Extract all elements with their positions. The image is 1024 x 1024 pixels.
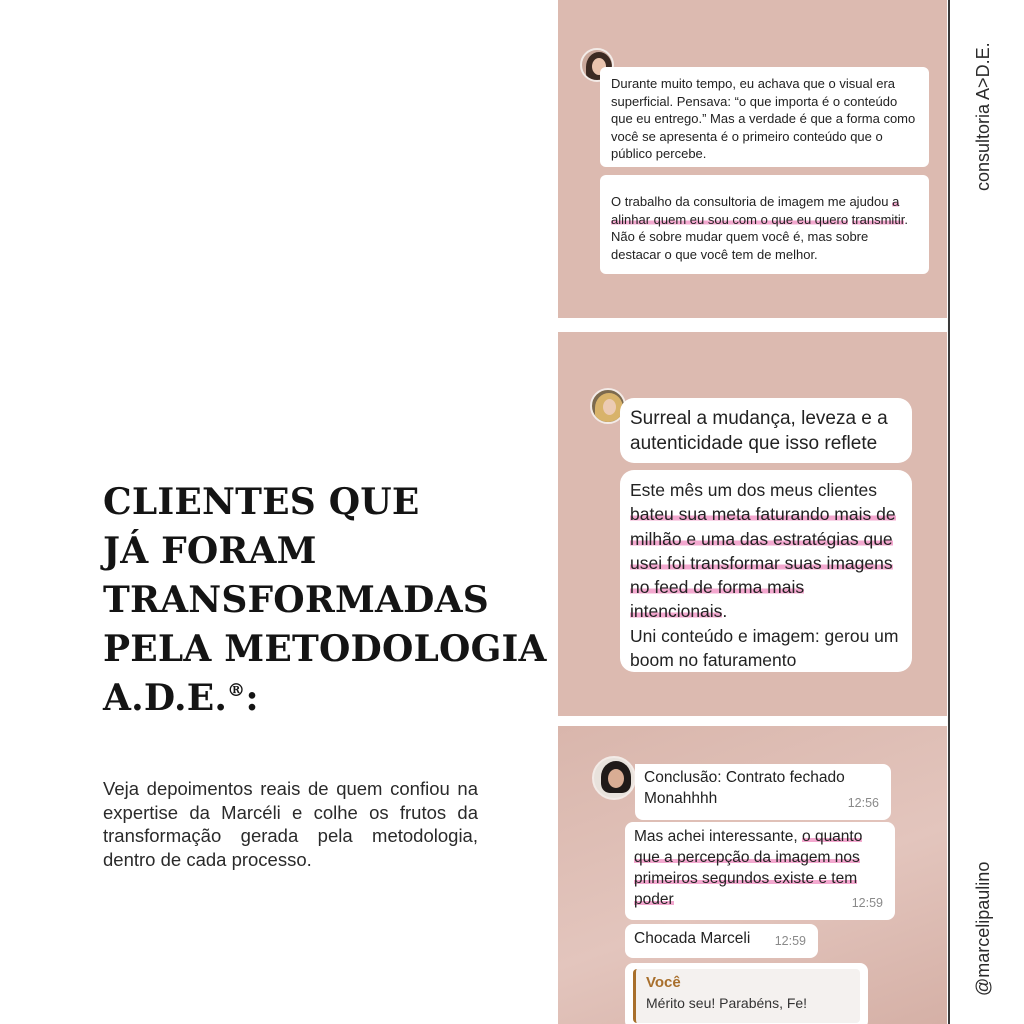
message-text: O trabalho da consultoria de imagem me ajudou (611, 194, 889, 209)
avatar (592, 756, 636, 800)
message-bubble (600, 67, 929, 167)
testimonial-panel-1 (558, 0, 947, 318)
message-time: 12:56 (847, 796, 879, 810)
message-text: Chocada Marceli (634, 930, 751, 947)
chat-message (625, 924, 818, 958)
highlighted-text: transmitir (851, 211, 905, 227)
message-text: Uni conteúdo e imagem: gerou um boom no faturamento (630, 625, 899, 671)
testimonial-panel-2 (558, 332, 947, 716)
reply-text: Mérito seu! Parabéns, Fe! (646, 995, 808, 1011)
testimonial-panel-3 (558, 726, 947, 1024)
headline-line-3: TRANSFORMADAS (103, 579, 489, 621)
message-text: . Não é sobre mudar quem você é, mas sobre destacar o que você tem de melhor. (611, 211, 909, 262)
instagram-handle[interactable]: @marcelipaulino (973, 861, 993, 996)
headline-line-1: CLIENTES QUE (103, 481, 420, 523)
message-time: 12:59 (774, 934, 806, 948)
message-time: 12:59 (851, 896, 883, 910)
divider-line (948, 0, 950, 1024)
message-text: Mas achei interessante, (634, 828, 803, 845)
headline-line-5 (103, 674, 543, 723)
reply-message (625, 963, 868, 1024)
highlighted-text: a alinhar quem eu sou com o que eu quero (611, 194, 900, 227)
headline-colon: : (245, 677, 259, 719)
message-text: Este mês um dos meus clientes (630, 480, 878, 500)
headline-line-4: PELA METODOLOGIA (103, 628, 547, 670)
message-bubble (620, 398, 912, 463)
intro-paragraph: Veja depoimentos reais de quem confiou na expertise da Marcéli e colhe os frutos da transformação gerada pela metodologia, dentro de cada processo. (103, 778, 478, 870)
chat-message (635, 764, 891, 820)
headline (103, 478, 547, 723)
headline-ade: A.D.E. (103, 677, 228, 719)
brand-label: consultoria A>D.E. (973, 42, 993, 191)
message-text: Durante muito tempo, eu achava que o visual era superficial. Pensava: “o que importa é o conteúdo que eu entrego.” Mas a verdade é que a forma como você se apresenta é o primeiro conteúdo que o público percebe. (611, 76, 916, 161)
chat-message (625, 822, 895, 920)
reply-author: Você (646, 974, 681, 991)
message-text: . (722, 601, 728, 622)
message-bubble (600, 175, 929, 274)
message-bubble (620, 470, 912, 672)
highlighted-text: o quanto que a percepção da imagem nos primeiros segundos existe e tem poder (634, 828, 863, 908)
message-text: Conclusão: Contrato fechado Monahhhh (644, 769, 845, 807)
quoted-reply[interactable] (633, 969, 860, 1023)
registered-mark: ® (227, 680, 246, 701)
message-text: Surreal a mudança, leveza e a autenticidade que isso reflete (630, 408, 888, 454)
headline-line-2: JÁ FORAM (103, 530, 317, 572)
highlighted-text: bateu sua meta faturando mais de milhão e uma das estratégias que usei foi transformar suas imagens no feed de forma mais intencionais (630, 504, 896, 622)
